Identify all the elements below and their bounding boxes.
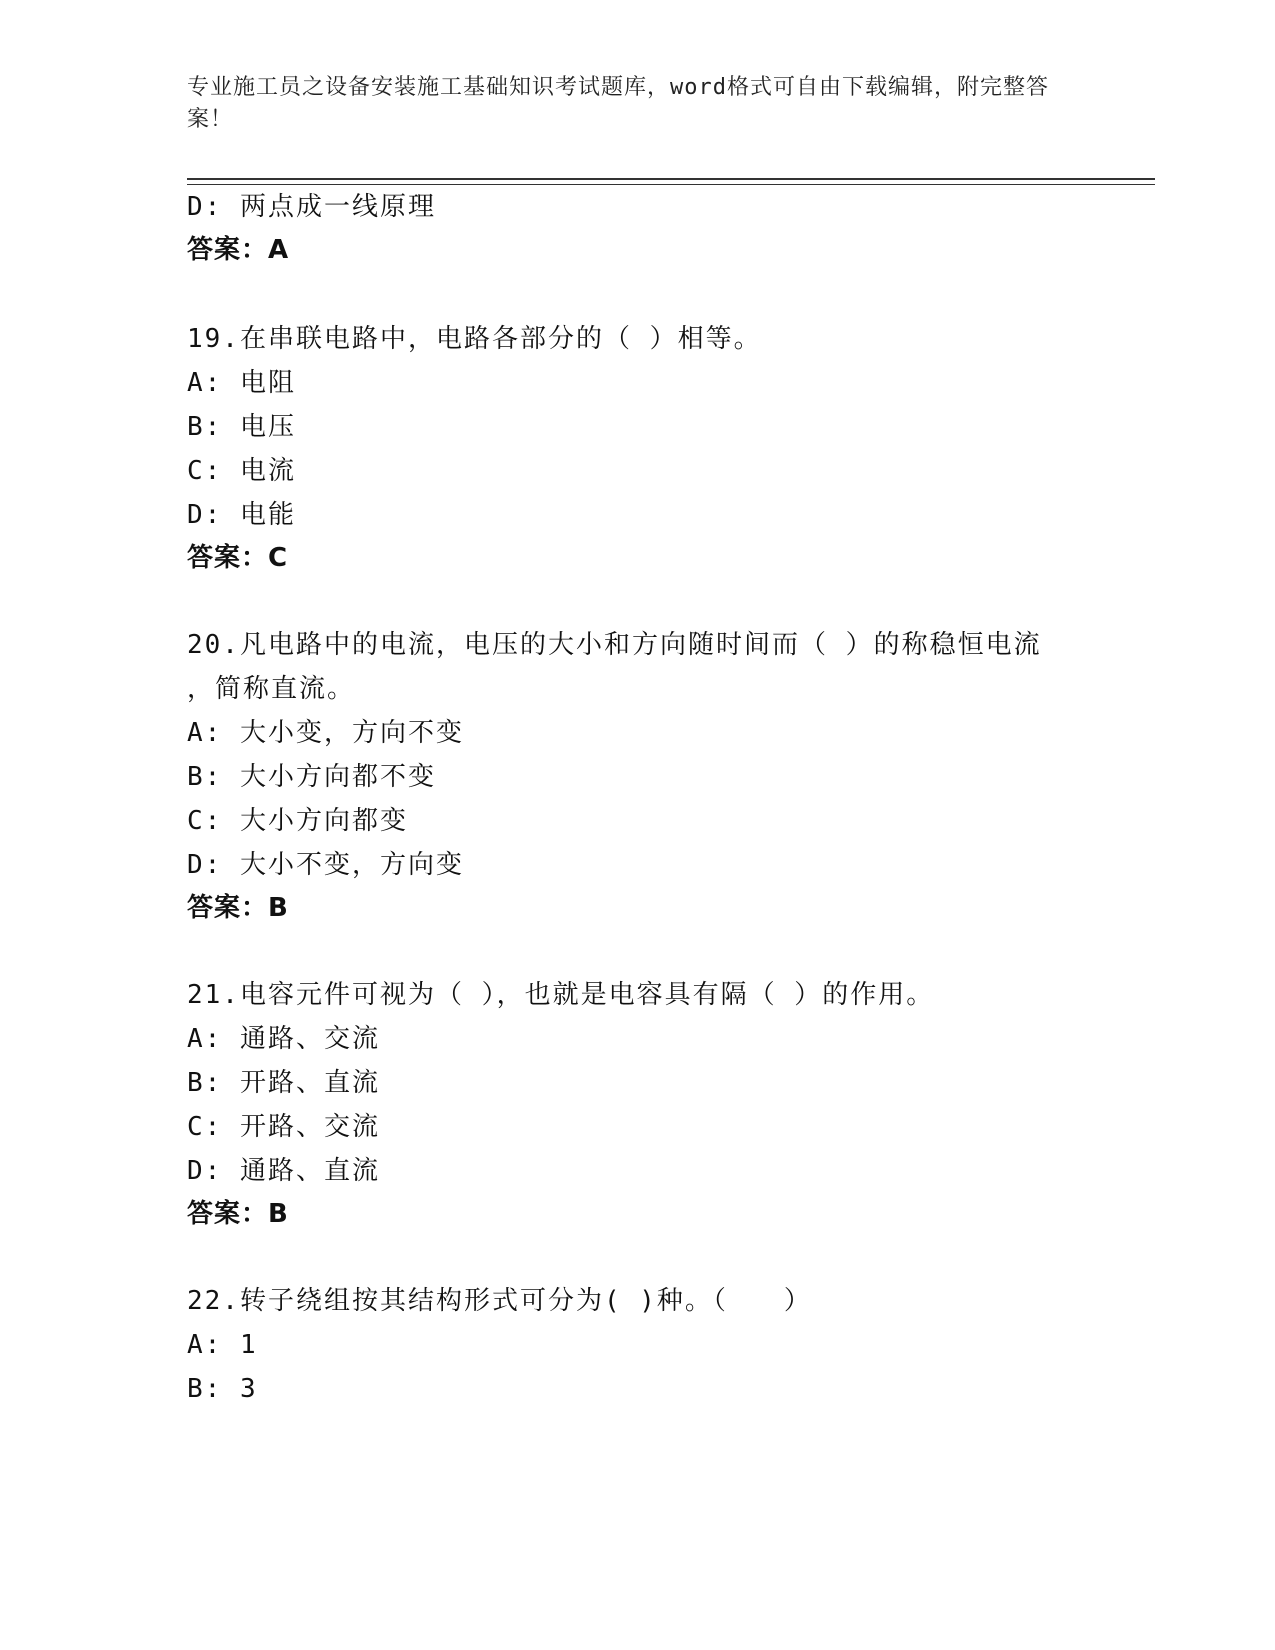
q20-option-b: B: 大小方向都不变 bbox=[187, 762, 436, 792]
q21-answer: 答案：B bbox=[187, 1199, 289, 1229]
q18-answer: 答案：A bbox=[187, 235, 290, 265]
q19-option-d: D: 电能 bbox=[187, 500, 296, 530]
q21-option-c: C: 开路、交流 bbox=[187, 1112, 380, 1142]
q20-option-a: A: 大小变，方向不变 bbox=[187, 718, 464, 748]
q22-stem: 22.转子绕组按其结构形式可分为( )种。（ ） bbox=[187, 1286, 812, 1316]
q19-option-b: B: 电压 bbox=[187, 412, 296, 442]
q21-stem: 21.电容元件可视为（ ），也就是电容具有隔（ ）的作用。 bbox=[187, 980, 935, 1010]
q20-stem-line1: 20.凡电路中的电流，电压的大小和方向随时间而（ ）的称稳恒电流 bbox=[187, 630, 1042, 660]
q18-option-d: D: 两点成一线原理 bbox=[187, 192, 436, 222]
document-intro: 专业施工员之设备安装施工基础知识考试题库，word格式可自由下载编辑，附完整答案！ bbox=[187, 75, 1049, 132]
q20-option-d: D: 大小不变，方向变 bbox=[187, 850, 464, 880]
q19-answer: 答案：C bbox=[187, 543, 289, 573]
q21-option-b: B: 开路、直流 bbox=[187, 1068, 380, 1098]
q20-answer: 答案：B bbox=[187, 893, 289, 923]
q21-option-d: D: 通路、直流 bbox=[187, 1156, 380, 1186]
header-divider-thick bbox=[187, 178, 1155, 180]
q20-stem-line2: ，简称直流。 bbox=[187, 674, 356, 704]
q22-option-b: B: 3 bbox=[187, 1374, 258, 1404]
q21-option-a: A: 通路、交流 bbox=[187, 1024, 380, 1054]
q22-option-a: A: 1 bbox=[187, 1330, 258, 1360]
q19-option-c: C: 电流 bbox=[187, 456, 296, 486]
header-divider-thin bbox=[187, 184, 1155, 185]
q20-option-c: C: 大小方向都变 bbox=[187, 806, 408, 836]
q19-stem: 19.在串联电路中，电路各部分的（ ）相等。 bbox=[187, 324, 762, 354]
q19-option-a: A: 电阻 bbox=[187, 368, 296, 398]
